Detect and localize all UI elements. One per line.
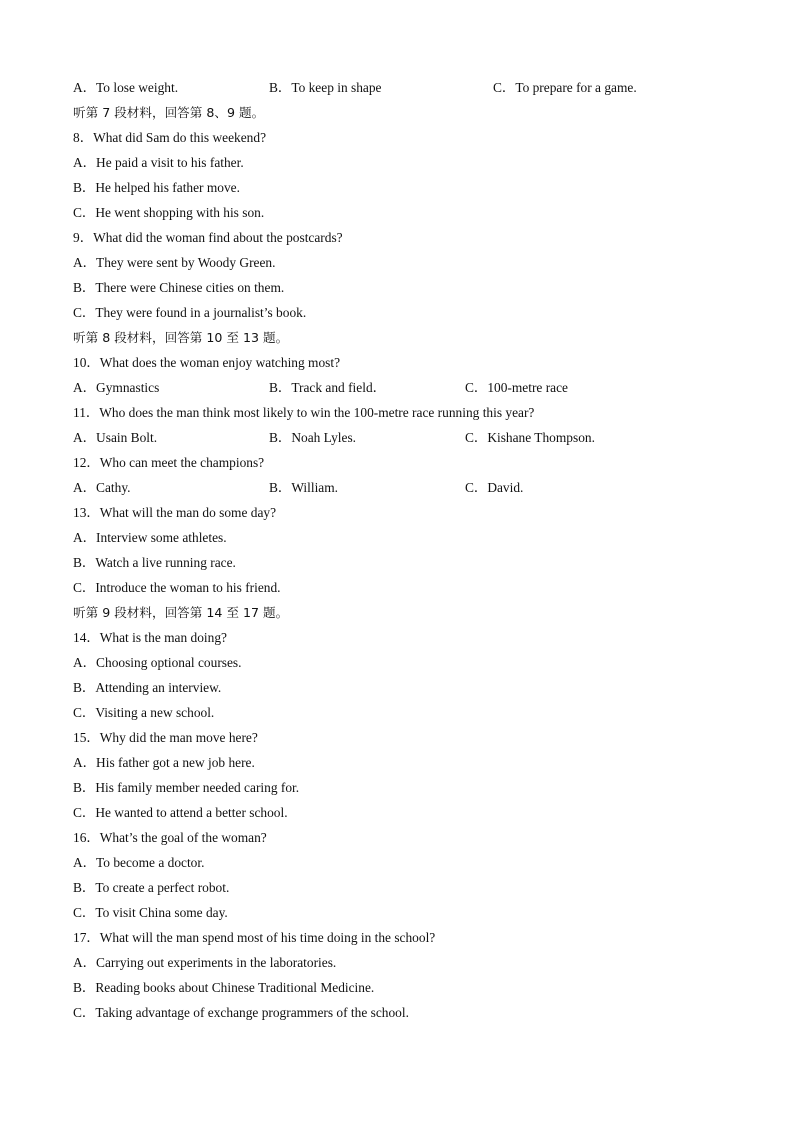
q8-option-b: B．He helped his father move. — [73, 180, 240, 195]
q9-option-a: A．They were sent by Woody Green. — [73, 255, 276, 270]
q11-option-a: A．Usain Bolt. — [73, 430, 158, 445]
q17-option-a: A．Carrying out experiments in the laboratories. — [73, 955, 337, 970]
question-15: 15．Why did the man move here? — [73, 730, 258, 745]
section-9-heading: 听第 9 段材料，回答第 14 至 17 题。 — [73, 605, 289, 620]
question-12: 12．Who can meet the champions? — [73, 455, 265, 470]
q11-option-b: B．Noah Lyles. — [269, 430, 357, 445]
q14-option-a: A．Choosing optional courses. — [73, 655, 242, 670]
q15-option-c: C．He wanted to attend a better school. — [73, 805, 288, 820]
q16-option-b: B．To create a perfect robot. — [73, 880, 230, 895]
q16-option-c: C．To visit China some day. — [73, 905, 228, 920]
question-10: 10．What does the woman enjoy watching most? — [73, 355, 341, 370]
q11-option-c: C．Kishane Thompson. — [465, 430, 595, 445]
question-11: 11．Who does the man think most likely to win the 100-metre race running this year? — [73, 405, 535, 420]
q9-option-b: B．There were Chinese cities on them. — [73, 280, 285, 295]
option-a: A．To lose weight. — [73, 80, 179, 95]
q10-option-a: A．Gymnastics — [73, 380, 160, 395]
q12-option-a: A．Cathy. — [73, 480, 131, 495]
q10-option-b: B．Track and field． — [269, 380, 387, 395]
q13-option-b: B．Watch a live running race. — [73, 555, 236, 570]
section-8-heading: 听第 8 段材料，回答第 10 至 13 题。 — [73, 330, 289, 345]
q17-option-b: B．Reading books about Chinese Traditional Medicine. — [73, 980, 375, 995]
q14-option-b: B．Attending an interview. — [73, 680, 222, 695]
q9-option-c: C．They were found in a journalist’s book. — [73, 305, 307, 320]
question-17: 17．What will the man spend most of his time doing in the school? — [73, 930, 436, 945]
q13-option-a: A．Interview some athletes. — [73, 530, 227, 545]
question-14: 14．What is the man doing? — [73, 630, 227, 645]
q16-option-a: A．To become a doctor. — [73, 855, 205, 870]
q14-option-c: C．Visiting a new school. — [73, 705, 215, 720]
question-16: 16．What’s the goal of the woman? — [73, 830, 267, 845]
q13-option-c: C．Introduce the woman to his friend. — [73, 580, 281, 595]
option-c: C．To prepare for a game. — [493, 80, 637, 95]
q8-option-c: C．He went shopping with his son. — [73, 205, 265, 220]
q17-option-c: C．Taking advantage of exchange programmers of the school. — [73, 1005, 409, 1020]
question-8: 8．What did Sam do this weekend? — [73, 130, 267, 145]
section-7-heading: 听第 7 段材料，回答第 8、9 题。 — [73, 105, 265, 120]
question-9: 9．What did the woman find about the postcards? — [73, 230, 343, 245]
q12-option-c: C．David. — [465, 480, 524, 495]
q15-option-a: A．His father got a new job here. — [73, 755, 255, 770]
q15-option-b: B．His family member needed caring for. — [73, 780, 300, 795]
q12-option-b: B．William. — [269, 480, 339, 495]
q10-option-c: C．100-metre race — [465, 380, 568, 395]
q8-option-a: A．He paid a visit to his father. — [73, 155, 244, 170]
option-b: B．To keep in shape — [269, 80, 382, 95]
question-13: 13．What will the man do some day? — [73, 505, 277, 520]
